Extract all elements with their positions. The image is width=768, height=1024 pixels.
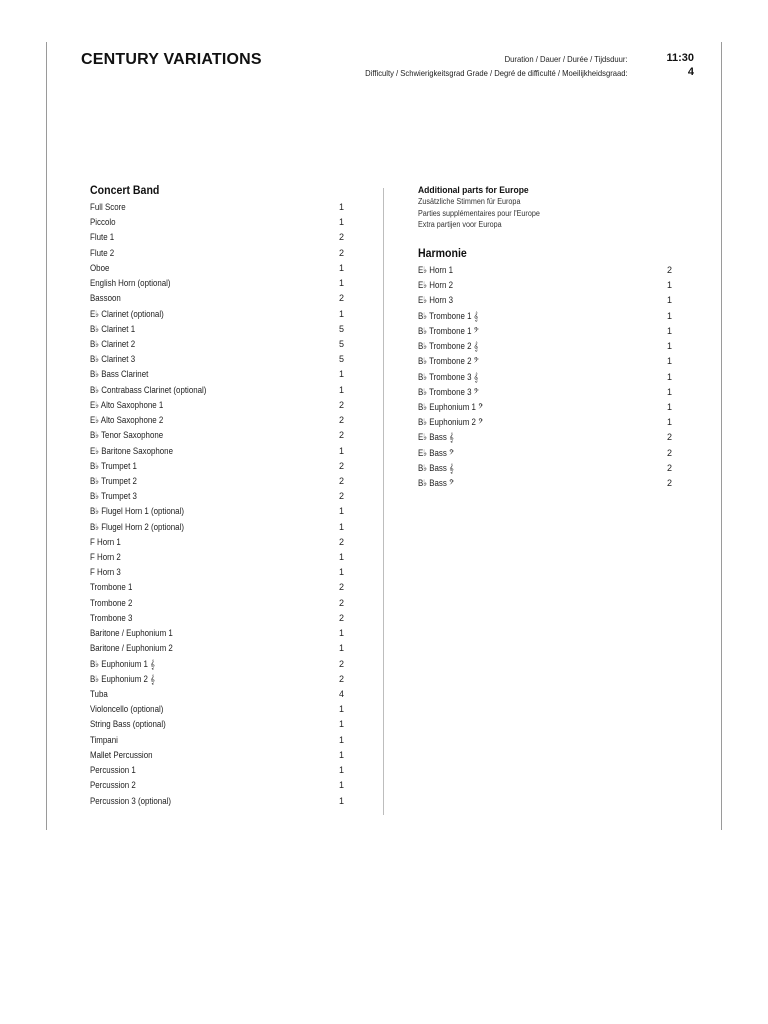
part-name: E♭ Clarinet (optional): [90, 308, 164, 319]
part-row: [418, 264, 672, 279]
part-quantity: 2: [338, 232, 344, 243]
part-name: E♭ Alto Saxophone 1: [90, 399, 164, 410]
part-name: Oboe: [90, 262, 110, 273]
harmonie-parts-list: [418, 264, 672, 492]
part-name: B♭ Contrabass Clarinet (optional): [90, 384, 207, 395]
part-name: B♭ Euphonium 1 𝄢: [418, 401, 484, 412]
part-name: B♭ Tenor Saxophone: [90, 430, 164, 441]
part-quantity: 2: [338, 430, 344, 441]
part-name: Trombone 2: [90, 597, 133, 608]
part-quantity: 2: [338, 491, 344, 502]
part-quantity: 1: [338, 262, 344, 273]
part-quantity: 1: [338, 734, 344, 745]
part-row: [90, 429, 344, 444]
part-row: [90, 384, 344, 399]
part-quantity: 2: [666, 432, 672, 443]
part-row: [90, 460, 344, 475]
part-row: [418, 416, 672, 431]
part-quantity: 1: [666, 371, 672, 382]
part-quantity: 5: [338, 323, 344, 334]
part-quantity: 1: [338, 795, 344, 806]
part-row: [90, 338, 344, 353]
part-quantity: 2: [666, 447, 672, 458]
part-quantity: 2: [666, 478, 672, 489]
part-quantity: 1: [666, 356, 672, 367]
part-name: B♭ Trombone 3 𝄢: [418, 386, 479, 397]
part-row: [90, 703, 344, 718]
part-row: [90, 597, 344, 612]
part-name: E♭ Horn 2: [418, 280, 453, 291]
part-row: [90, 612, 344, 627]
part-name: Baritone / Euphonium 1: [90, 628, 173, 639]
difficulty-value: 4: [687, 66, 694, 78]
concert-band-title: Concert Band: [90, 185, 160, 197]
part-row: [90, 277, 344, 292]
part-quantity: 1: [338, 704, 344, 715]
part-quantity: 5: [338, 338, 344, 349]
part-row: [418, 340, 672, 355]
part-quantity: 2: [338, 460, 344, 471]
part-name: Piccolo: [90, 217, 116, 228]
page-border-right: [721, 42, 722, 830]
part-name: Violoncello (optional): [90, 704, 164, 715]
part-name: Trombone 3: [90, 612, 133, 623]
part-quantity: 1: [666, 386, 672, 397]
part-quantity: 2: [338, 475, 344, 486]
part-quantity: 1: [338, 369, 344, 380]
part-name: B♭ Trumpet 1: [90, 460, 137, 471]
part-row: [90, 262, 344, 277]
part-quantity: 2: [338, 415, 344, 426]
part-name: B♭ Clarinet 3: [90, 354, 136, 365]
part-name: Percussion 3 (optional): [90, 795, 172, 806]
part-row: [90, 642, 344, 657]
part-row: [90, 673, 344, 688]
part-name: B♭ Trumpet 3: [90, 491, 137, 502]
part-quantity: 1: [666, 295, 672, 306]
concert-band-parts-list: [90, 201, 344, 810]
europe-heading: Additional parts for Europe: [418, 185, 529, 196]
part-name: E♭ Alto Saxophone 2: [90, 415, 164, 426]
part-name: B♭ Flugel Horn 1 (optional): [90, 506, 184, 517]
part-row: [418, 310, 672, 325]
part-quantity: 2: [338, 597, 344, 608]
part-name: String Bass (optional): [90, 719, 166, 730]
page-border-left: [46, 42, 47, 830]
page-title: CENTURY VARIATIONS: [81, 51, 262, 68]
part-name: Trombone 1: [90, 582, 133, 593]
part-quantity: 1: [666, 325, 672, 336]
part-quantity: 2: [666, 265, 672, 275]
part-row: [418, 279, 672, 294]
part-name: F Horn 3: [90, 567, 121, 578]
part-name: Percussion 1: [90, 765, 136, 776]
part-quantity: 1: [338, 202, 344, 212]
part-name: B♭ Trombone 1 𝄞: [418, 310, 479, 321]
part-row: [418, 355, 672, 370]
part-name: B♭ Trombone 3 𝄞: [418, 371, 479, 382]
part-quantity: 1: [338, 628, 344, 639]
part-name: Flute 2: [90, 247, 115, 258]
part-name: B♭ Trombone 2 𝄞: [418, 341, 479, 352]
part-name: B♭ Clarinet 2: [90, 338, 136, 349]
part-row: [90, 490, 344, 505]
europe-note: [418, 185, 553, 231]
part-row: [90, 505, 344, 520]
part-quantity: 1: [338, 506, 344, 517]
part-quantity: 1: [338, 567, 344, 578]
part-name: E♭ Baritone Saxophone: [90, 445, 173, 456]
part-row: [90, 566, 344, 581]
part-row: [418, 477, 672, 492]
part-row: [418, 431, 672, 446]
part-quantity: 2: [338, 293, 344, 304]
part-row: [90, 292, 344, 307]
part-row: [90, 627, 344, 642]
part-name: B♭ Trombone 2 𝄢: [418, 356, 479, 367]
part-quantity: 1: [338, 749, 344, 760]
part-row: [418, 386, 672, 401]
part-name: B♭ Euphonium 2 𝄞: [90, 673, 155, 684]
part-row: [90, 551, 344, 566]
part-row: [418, 294, 672, 309]
part-quantity: 2: [338, 247, 344, 258]
part-quantity: 1: [666, 280, 672, 291]
part-name: Bassoon: [90, 293, 121, 304]
part-name: E♭ Horn 3: [418, 295, 453, 306]
part-name: E♭ Bass 𝄢: [418, 447, 455, 458]
part-quantity: 1: [338, 278, 344, 289]
part-name: B♭ Clarinet 1: [90, 323, 136, 334]
part-row: [90, 749, 344, 764]
part-quantity: 1: [338, 780, 344, 791]
part-row: [90, 399, 344, 414]
part-quantity: 1: [666, 417, 672, 428]
part-name: B♭ Flugel Horn 2 (optional): [90, 521, 184, 532]
part-quantity: 1: [338, 384, 344, 395]
part-quantity: 2: [338, 658, 344, 669]
part-row: [90, 445, 344, 460]
part-name: B♭ Euphonium 1 𝄞: [90, 658, 155, 669]
harmonie-title: Harmonie: [418, 248, 467, 260]
part-name: English Horn (optional): [90, 278, 171, 289]
part-row: [90, 475, 344, 490]
part-quantity: 1: [666, 401, 672, 412]
part-name: Full Score: [90, 202, 126, 212]
part-row: [418, 447, 672, 462]
part-name: B♭ Bass 𝄞: [418, 462, 454, 473]
part-quantity: 1: [338, 445, 344, 456]
part-row: [90, 231, 344, 246]
part-row: [90, 779, 344, 794]
part-name: Timpani: [90, 734, 118, 745]
part-row: [90, 536, 344, 551]
part-row: [90, 308, 344, 323]
part-quantity: 1: [338, 217, 344, 228]
part-name: F Horn 1: [90, 536, 121, 547]
duration-value: 11:30: [666, 52, 694, 64]
part-name: B♭ Bass Clarinet: [90, 369, 149, 380]
part-name: B♭ Euphonium 2 𝄢: [418, 417, 484, 428]
part-row: [90, 521, 344, 536]
part-row: [90, 795, 344, 810]
part-name: E♭ Bass 𝄞: [418, 432, 454, 443]
column-divider: [383, 188, 384, 815]
part-name: Percussion 2: [90, 780, 136, 791]
part-quantity: 2: [338, 536, 344, 547]
part-row: [90, 688, 344, 703]
part-row: [90, 718, 344, 733]
part-row: [90, 323, 344, 338]
part-quantity: 1: [666, 341, 672, 352]
part-name: B♭ Trombone 1 𝄢: [418, 325, 479, 336]
duration-label: Duration / Dauer / Durée / Tijdsduur:: [505, 54, 628, 64]
part-quantity: 1: [666, 310, 672, 321]
difficulty-label: Difficulty / Schwierigkeitsgrad Grade / Degré de difficulté / Moeilijkheidsgraad:: [365, 68, 628, 78]
part-quantity: 1: [338, 521, 344, 532]
part-quantity: 2: [338, 582, 344, 593]
part-row: [90, 734, 344, 749]
part-row: [90, 201, 344, 216]
part-row: [90, 368, 344, 383]
part-name: F Horn 2: [90, 552, 121, 563]
part-row: [418, 325, 672, 340]
part-row: [90, 764, 344, 779]
part-quantity: 1: [338, 643, 344, 654]
part-quantity: 2: [666, 462, 672, 473]
part-quantity: 2: [338, 612, 344, 623]
part-row: [418, 401, 672, 416]
part-quantity: 1: [338, 552, 344, 563]
europe-line-de: Zusätzliche Stimmen für Europa: [418, 197, 521, 206]
part-row: [90, 353, 344, 368]
part-row: [90, 581, 344, 596]
part-quantity: 2: [338, 673, 344, 684]
part-row: [418, 462, 672, 477]
part-name: Tuba: [90, 689, 108, 699]
europe-line-fr: Parties supplémentaires pour l'Europe: [418, 208, 540, 218]
part-name: B♭ Bass 𝄢: [418, 478, 455, 489]
part-quantity: 4: [338, 689, 344, 699]
part-name: E♭ Horn 1: [418, 265, 453, 275]
europe-line-nl: Extra partijen voor Europa: [418, 220, 502, 229]
part-quantity: 1: [338, 308, 344, 319]
part-row: [90, 658, 344, 673]
part-name: Baritone / Euphonium 2: [90, 643, 173, 654]
part-quantity: 1: [338, 765, 344, 776]
part-name: B♭ Trumpet 2: [90, 475, 137, 486]
part-quantity: 2: [338, 399, 344, 410]
part-row: [90, 216, 344, 231]
part-quantity: 5: [338, 354, 344, 365]
part-row: [418, 371, 672, 386]
part-row: [90, 414, 344, 429]
part-quantity: 1: [338, 719, 344, 730]
part-row: [90, 247, 344, 262]
part-name: Mallet Percussion: [90, 749, 153, 760]
part-name: Flute 1: [90, 232, 115, 243]
